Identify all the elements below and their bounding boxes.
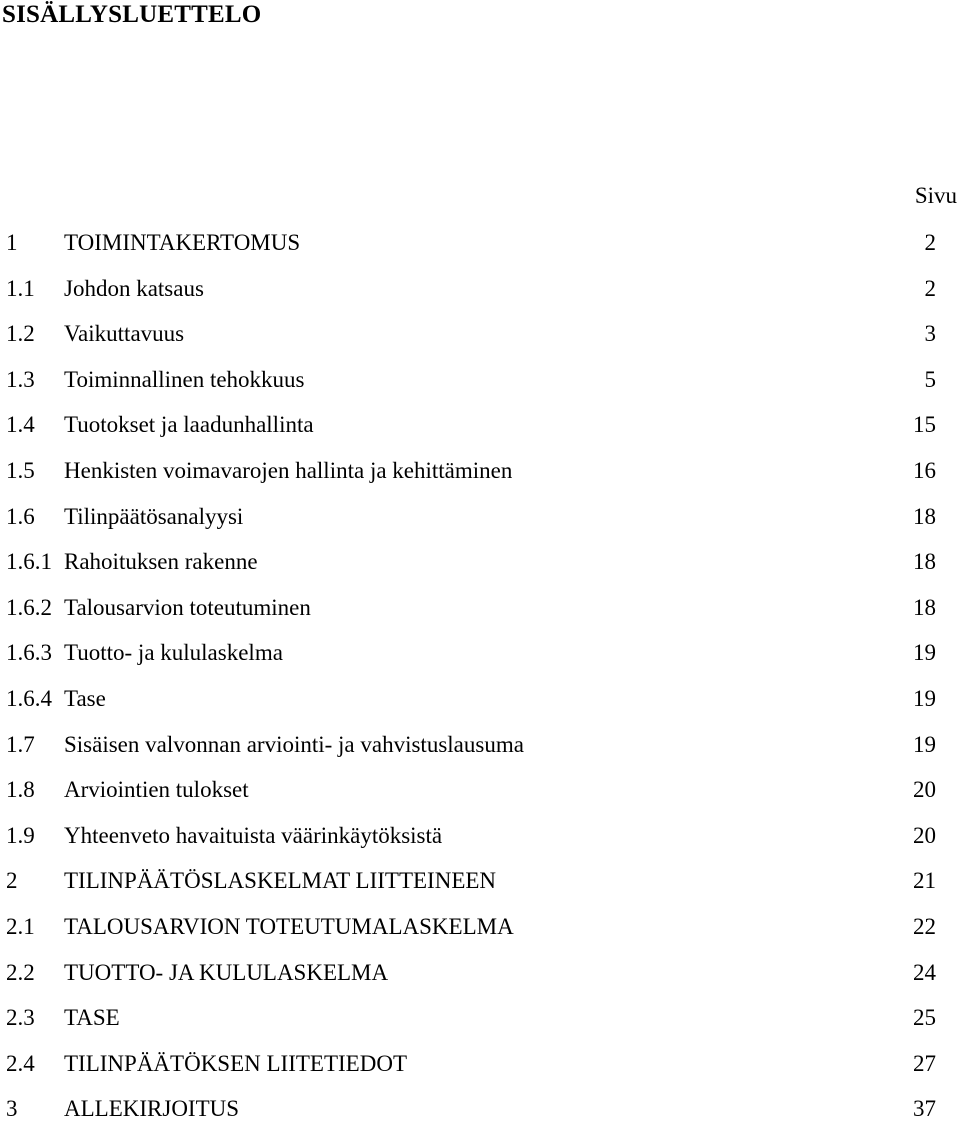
toc-entry-label: Yhteenveto havaituista väärinkäytöksistä — [64, 822, 443, 848]
toc-entry — [0, 539, 960, 585]
toc-entry-number: 1.3 — [6, 366, 35, 392]
toc-entry-page: 3 — [924, 321, 936, 347]
toc-entry-page: 2 — [924, 275, 936, 301]
toc-entry-page: 27 — [913, 1050, 936, 1076]
toc-entry — [0, 813, 960, 859]
toc-entry-number: 2.1 — [6, 913, 35, 939]
toc-entry-page: 19 — [913, 685, 936, 711]
toc-entry-label: Tase — [64, 685, 106, 711]
toc-entry — [0, 722, 960, 768]
toc-entry — [0, 1041, 960, 1087]
toc-entry — [0, 266, 960, 312]
toc-entry-number: 1.2 — [6, 321, 35, 347]
toc-entry-label: TASE — [64, 1005, 120, 1031]
toc-entry-number: 1.6.1 — [6, 549, 52, 575]
toc-entry-page: 18 — [913, 594, 936, 620]
toc-entry — [0, 448, 960, 494]
document-title: SISÄLLYSLUETTELO — [2, 1, 262, 28]
toc-entry-label: Tuotokset ja laadunhallinta — [64, 412, 314, 438]
toc-entry-label: Rahoituksen rakenne — [64, 549, 258, 575]
toc-entry-label: TOIMINTAKERTOMUS — [64, 230, 301, 255]
toc-entry-number: 1.6.3 — [6, 640, 52, 666]
toc-entry-page: 19 — [913, 731, 936, 757]
toc-entry-number: 3 — [6, 1096, 18, 1122]
toc-entry-label: Toiminnallinen tehokkuus — [64, 366, 305, 392]
toc-entry-label: ALLEKIRJOITUS — [64, 1096, 240, 1122]
toc-entry-number: 1.7 — [6, 731, 35, 757]
toc-entry-page: 20 — [913, 822, 936, 848]
toc-entry-label: Vaikuttavuus — [64, 321, 185, 347]
toc-entry-label: TILINPÄÄTÖKSEN LIITETIEDOT — [64, 1050, 408, 1076]
toc-entry-label: TILINPÄÄTÖSLASKELMAT LIITTEINEEN — [64, 868, 497, 894]
toc-entry-page: 20 — [913, 777, 936, 803]
toc-entry-number: 1.1 — [6, 275, 35, 301]
toc-entry-label: TUOTTO- JA KULULASKELMA — [64, 959, 389, 985]
toc-entry-number: 1.6.4 — [6, 685, 52, 711]
toc-entry-page: 15 — [913, 412, 936, 438]
toc-entry-label: Arviointien tulokset — [64, 777, 249, 803]
toc-entry-label: Tuotto- ja kululaskelma — [64, 640, 283, 666]
toc-entry-page: 21 — [913, 868, 936, 894]
toc-entry — [0, 311, 960, 357]
toc-entry-label: Sisäisen valvonnan arviointi- ja vahvistuslausuma — [64, 731, 524, 757]
toc-entry-label: Talousarvion toteutuminen — [64, 594, 311, 620]
toc-entry-label: TALOUSARVION TOTEUTUMALASKELMA — [64, 913, 514, 939]
toc-entry-page: 37 — [913, 1096, 936, 1122]
toc-entry — [0, 585, 960, 631]
toc-entry-page: 16 — [913, 457, 936, 483]
toc-entry-number: 1.6 — [6, 503, 35, 529]
toc-entry-number: 2.3 — [6, 1005, 35, 1031]
toc-entry — [0, 767, 960, 813]
toc-entry-label: Tilinpäätösanalyysi — [64, 503, 244, 529]
toc-entry-page: 22 — [913, 913, 936, 939]
toc-entry-page: 5 — [924, 366, 936, 392]
toc-entry — [0, 1086, 960, 1132]
table-of-contents — [0, 220, 960, 1132]
toc-entry-number: 1.6.2 — [6, 594, 52, 620]
toc-entry — [0, 630, 960, 676]
toc-entry — [0, 676, 960, 722]
toc-entry — [0, 858, 960, 904]
toc-entry — [0, 220, 960, 266]
toc-entry-number: 1 — [6, 230, 18, 255]
toc-entry-number: 2 — [6, 868, 18, 894]
toc-entry-number: 1.9 — [6, 822, 35, 848]
toc-entry — [0, 950, 960, 996]
toc-entry-number: 1.4 — [6, 412, 35, 438]
toc-entry-number: 1.8 — [6, 777, 35, 803]
toc-entry-page: 2 — [924, 230, 936, 255]
toc-entry-number: 1.5 — [6, 457, 35, 483]
toc-entry-number: 2.4 — [6, 1050, 35, 1076]
toc-entry-page: 19 — [913, 640, 936, 666]
toc-entry-page: 18 — [913, 549, 936, 575]
toc-entry-label: Johdon katsaus — [64, 275, 204, 301]
toc-entry-page: 24 — [913, 959, 936, 985]
toc-entry — [0, 995, 960, 1041]
toc-entry-page: 18 — [913, 503, 936, 529]
toc-entry-label: Henkisten voimavarojen hallinta ja kehittäminen — [64, 457, 513, 483]
toc-entry — [0, 402, 960, 448]
toc-entry — [0, 494, 960, 540]
toc-entry-number: 2.2 — [6, 959, 35, 985]
toc-entry-page: 25 — [913, 1005, 936, 1031]
page-column-header: Sivu — [914, 183, 957, 208]
toc-entry — [0, 357, 960, 403]
toc-entry — [0, 904, 960, 950]
